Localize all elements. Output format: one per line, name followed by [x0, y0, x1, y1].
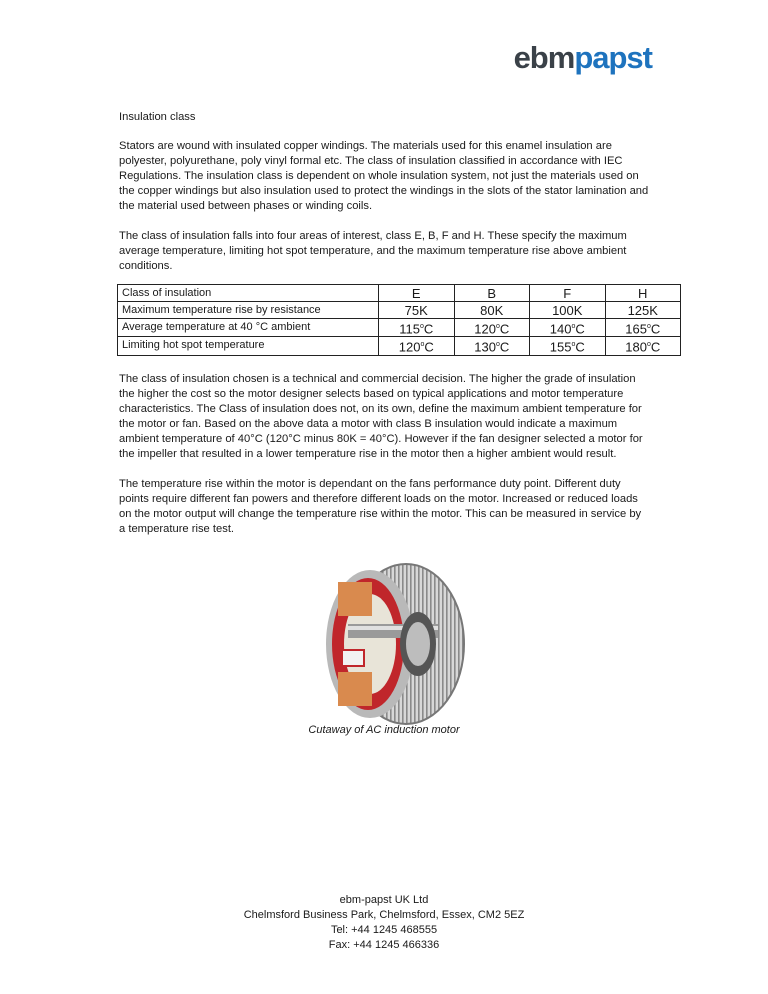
motor-cutaway-image	[318, 562, 468, 727]
table-cell: 115$^o$C	[379, 319, 455, 337]
table-header-cell: B	[454, 285, 530, 302]
logo-part-papst: papst	[574, 40, 652, 75]
table-cell: 130$^o$C	[454, 337, 530, 355]
logo-part-ebm: ebm	[513, 40, 575, 75]
table-row	[118, 319, 681, 337]
table-header-label: Class of insulation	[118, 285, 379, 302]
table-row	[118, 337, 681, 355]
table-header-cell: F	[530, 285, 606, 302]
table-header-row	[118, 285, 681, 302]
table-cell: 155$^o$C	[530, 337, 606, 355]
footer-company: ebm-papst UK Ltd	[339, 894, 429, 906]
table-cell: 75K	[379, 302, 455, 319]
table-cell: 125K	[605, 302, 681, 319]
table-cell: 80K	[454, 302, 530, 319]
paragraph-stators: Stators are wound with insulated copper windings. The materials used for this enamel insulation are polyester, polyurethane, poly vinyl formal etc. The class of insulation classified in accordance with IEC Regulations. The insulation class is dependent on whole insulation system, not just the materials used on the copper windings but also insulation used to protect the windings in the slots of the stator lamination and the material used between phases or winding coils.	[119, 140, 649, 212]
table-cell: 100K	[530, 302, 606, 319]
figure-caption: Cutaway of AC induction motor	[308, 724, 460, 736]
paragraph-temperature-rise: The temperature rise within the motor is dependant on the fans performance duty point. Different duty points require different fan powers and therefore different loads on the motor. Increased or reduced loads on the motor output will change the temperature rise within the motor. This can be measured in service by a temperature rise test.	[119, 477, 642, 535]
table-cell: 180$^o$C	[605, 337, 681, 355]
row-label: Maximum temperature rise by resistance	[118, 302, 379, 319]
insulation-class-table	[117, 284, 681, 356]
paragraph-decision: The class of insulation chosen is a technical and commercial decision. The higher the grade of insulation the higher the cost so the motor designer selects based on typical applications and motor temperature characteristics. The Class of insulation does not, on its own, define the maximum ambient temperature for the motor or fan. Based on the above data a motor with class B insulation would indicate a maximum ambient temperature of 40°C (120°C minus 80K = 40°C). However if the fan designer selected a motor for the impeller that resulted in a lower temperature rise in the motor then a higher ambient would result.	[119, 372, 643, 460]
table-cell: 120$^o$C	[454, 319, 530, 337]
row-label: Average temperature at 40 °C ambient	[118, 319, 379, 337]
table-cell: 140$^o$C	[530, 319, 606, 337]
table-row	[118, 302, 681, 319]
table-cell: 120$^o$C	[379, 337, 455, 355]
table-header-cell: E	[379, 285, 455, 302]
table-cell: 165$^o$C	[605, 319, 681, 337]
company-logo	[514, 42, 652, 73]
footer-address: Chelmsford Business Park, Chelmsford, Essex, CM2 5EZ	[243, 909, 525, 921]
paragraph-classes: The class of insulation falls into four areas of interest, class E, B, F and H. These specify the maximum average temperature, limiting hot spot temperature, and the maximum temperature rise above ambient conditions.	[119, 230, 627, 272]
page-footer	[0, 893, 768, 953]
footer-fax: Fax: +44 1245 466336	[328, 939, 440, 951]
section-heading: Insulation class	[119, 111, 196, 123]
table-header-cell: H	[605, 285, 681, 302]
footer-tel: Tel: +44 1245 468555	[330, 924, 438, 936]
row-label: Limiting hot spot temperature	[118, 337, 379, 355]
document-body	[119, 110, 661, 552]
